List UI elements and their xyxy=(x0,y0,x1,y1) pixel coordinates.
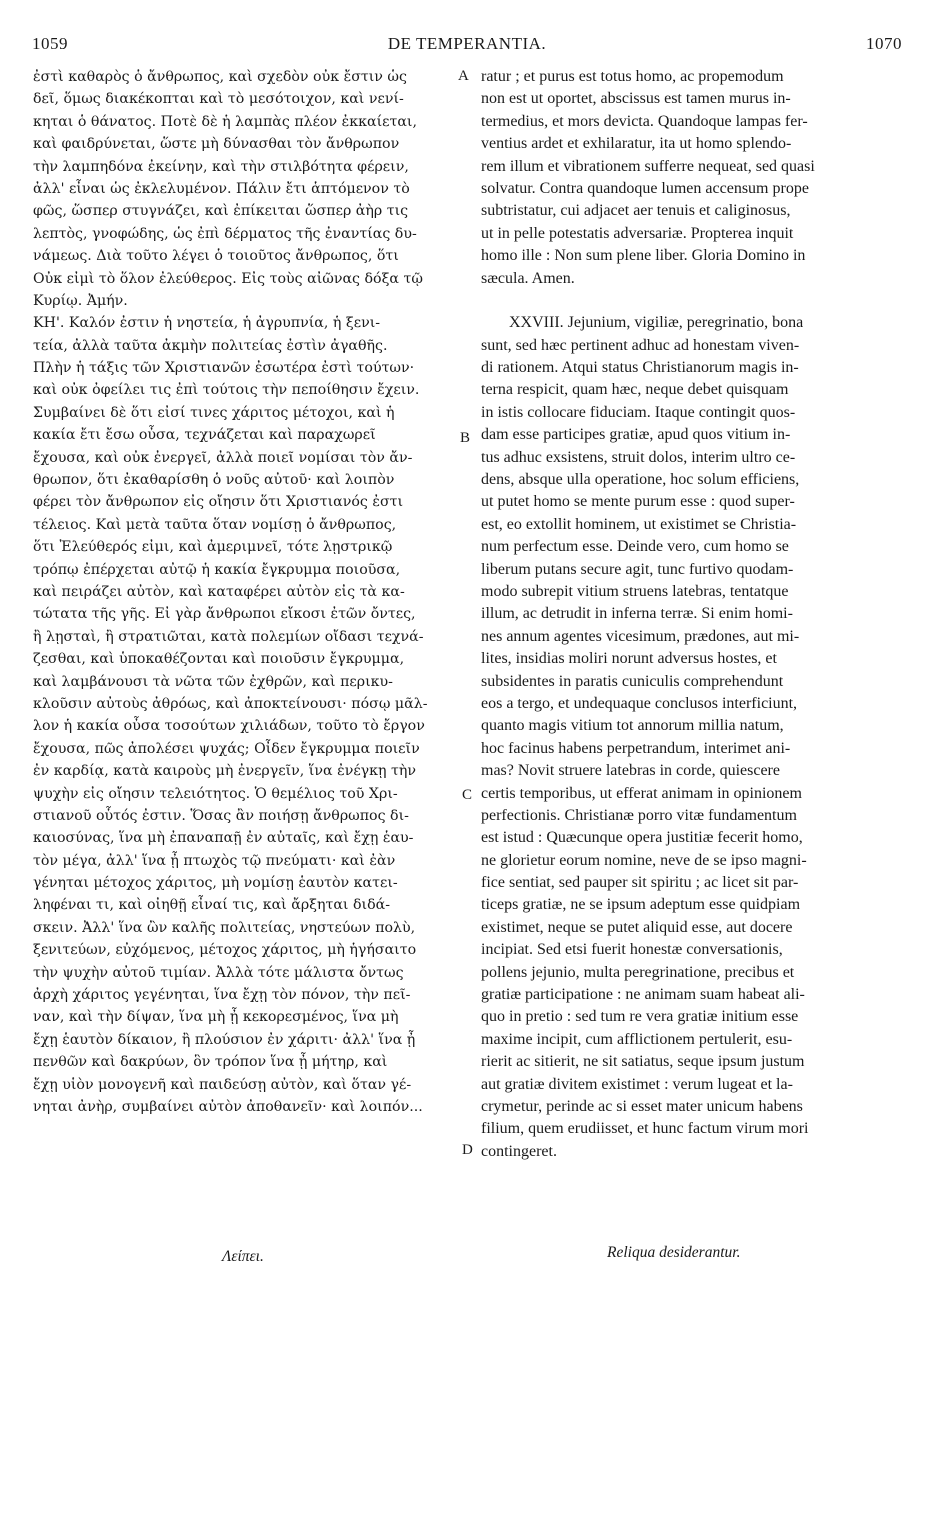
latin-text-line: termedius, et mors devicta. Quandoque lampas fer- xyxy=(481,112,808,130)
greek-text-line: τρόπῳ ἐπέρχεται αὐτῷ ἡ κακία ἔγκρυμμα ποιοῦσα, xyxy=(33,561,401,578)
greek-text-line: ἀρχὴ χάριτος γεγένηται, ἵνα ἔχῃ τὸν πόνον, τὴν πεῖ- xyxy=(33,987,411,1004)
latin-text-line: homo ille : Non sum plene liber. Gloria Domino in xyxy=(481,247,806,265)
greek-text-line: ψυχὴν εἰς οἴησιν τελειότητος. Ὁ θεμέλιος τοῦ Χρι- xyxy=(33,785,398,802)
latin-text-line: di rationem. Atqui status Christianorum magis in- xyxy=(481,359,799,377)
latin-text-line: modo subrepit vitium struens latebras, tentatque xyxy=(481,582,789,600)
margin-letter-a: A xyxy=(458,68,469,84)
latin-text-line: quo in pretio : sed tum re vera gratiæ initium esse xyxy=(481,1008,799,1026)
greek-text-line: κλοῦσιν αὐτοὺς ἀθρόως, καὶ ἀποκτείνουσι· πόσῳ μᾶλ- xyxy=(33,695,428,712)
page-number-left: 1059 xyxy=(32,34,68,53)
margin-letter-c: C xyxy=(462,787,473,803)
latin-text-line: pollens jejunio, multa peregrinatione, precibus et xyxy=(481,963,795,981)
greek-text-line: τὴν λαμπηδόνα ἐκείνην, καὶ τὴν στιλβότητα φέρειν, xyxy=(33,158,409,175)
greek-text-line: φῶς, ὥσπερ στυγνάζει, καὶ ἐπίκειται ὥσπερ ἀὴρ τις xyxy=(33,203,409,220)
greek-text-line: ναν, καὶ τὴν δίψαν, ἵνα μὴ ᾖ κεκορεσμένος, ἵνα μὴ xyxy=(33,1009,399,1026)
greek-text-line: ἐν καρδίᾳ, κατὰ καιροὺς μὴ ἐνεργεῖν, ἵνα ἐνέγκῃ τὴν xyxy=(33,763,416,780)
latin-text-line: num perfectum esse. Deinde vero, cum homo se xyxy=(481,538,789,556)
latin-text-line: eos a tergo, et undequaque conclusos interficiunt, xyxy=(481,694,798,712)
greek-text-line: ΚΗ'. Καλόν ἐστιν ἡ νηστεία, ἡ ἀγρυπνία, ἡ ξενι- xyxy=(33,315,381,332)
latin-text-line: dens, absque ulla operatione, hoc solum efficiens, xyxy=(481,471,800,489)
latin-text-line: incipiat. Sed etsi fuerit honestæ conversationis, xyxy=(481,941,783,959)
latin-text-line: est istud : Quæcunque opera justitiæ fecerit homo, xyxy=(481,829,803,847)
greek-text-line: καὶ οὐκ ὀφείλει τις ἐπὶ τούτοις τὴν πεποίθησιν ἔχειν. xyxy=(33,382,420,399)
latin-text-line: ut in pelle potestatis adversariæ. Propterea inquit xyxy=(481,224,794,242)
greek-text-line: σκειν. Ἀλλ' ἵνα ὢν καλῆς πολιτείας, νηστεύων πολὺ, xyxy=(33,919,416,936)
latin-text-line: non est ut oportet, abscissus est tamen murus in- xyxy=(481,90,791,108)
latin-paragraph-gap xyxy=(481,290,899,312)
latin-text-line: in istis collocare fiduciam. Itaque contingit quos- xyxy=(481,403,796,421)
greek-text-line: λεπτὸς, γνοφώδης, ὡς ἐπὶ δέρματος τῆς ἐναντίας δυ- xyxy=(33,225,417,242)
latin-text-line: fice sentiat, sed pauper sit spiritu ; ac licet sit par- xyxy=(481,874,799,892)
latin-text-line: quanto magis vitium tot annorum millia natum, xyxy=(481,717,784,735)
greek-text-line: καὶ πειράζει αὐτὸν, καὶ καταφέρει αὐτὸν εἰς τὰ κα- xyxy=(33,583,405,600)
greek-text-line: πενθῶν καὶ δακρύων, ὃν τρόπον ἵνα ᾖ μήτηρ, καὶ xyxy=(33,1054,388,1071)
greek-text-line: ζεσθαι, καὶ ὑποκαθέζονται καὶ ποιοῦσιν ἔγκρυμμα, xyxy=(33,651,405,668)
greek-text-line: ἔχουσα, καὶ οὐκ ἐνεργεῖ, ἀλλὰ ποιεῖ νομίσαι τὸν ἄν- xyxy=(33,449,413,466)
page-number-right: 1070 xyxy=(866,34,902,53)
latin-text-line: subtristatur, cui adjacet aer tenuis et caliginosus, xyxy=(481,202,791,220)
latin-text-line: rierit ac sitierit, ne sit satiatus, seque ipsum justum xyxy=(481,1053,805,1071)
greek-text-line: ληφέναι τι, καὶ οἰηθῇ εἶναί τις, καὶ ἄρξηται διδά- xyxy=(33,897,391,914)
greek-text-line: ἔχῃ ἑαυτὸν δίκαιον, ἢ πλούσιον ἐν χάριτι· ἀλλ' ἵνα ᾖ xyxy=(33,1031,416,1048)
latin-text-line: ticeps gratiæ, ne se ipsum adeptum esse quidpiam xyxy=(481,896,801,914)
latin-text-line: crymetur, perinde ac si esset mater unicum habens xyxy=(481,1097,803,1115)
latin-text-line: tus adhuc exsistens, struit dolos, interim ultro ce- xyxy=(481,448,796,466)
greek-text-line: Πλὴν ἡ τάξις τῶν Χριστιανῶν ἐσωτέρα ἐστὶ τούτων· xyxy=(33,360,415,377)
greek-text-line: Κυρίῳ. Ἀμήν. xyxy=(33,292,128,309)
latin-text-line: dam esse participes gratiæ, apud quos vitium in- xyxy=(481,426,791,444)
margin-letter-d: D xyxy=(462,1142,473,1158)
greek-text-line: ἔχουσα, πῶς ἀπολέσει ψυχάς; Οἶδεν ἔγκρυμμα ποιεῖν xyxy=(33,740,420,757)
latin-text-line: hoc facinus habens perpetrandum, interimet ani- xyxy=(481,739,791,757)
latin-footer-note: Reliqua desiderantur. xyxy=(607,1244,741,1261)
latin-text-line: sæcula. Amen. xyxy=(481,269,575,287)
greek-text-line: νάμεως. Διὰ τοῦτο λέγει ὁ τοιοῦτος ἄνθρωπος, ὅτι xyxy=(33,248,399,265)
latin-text-line: XXVIII. Jejunium, vigiliæ, peregrinatio, bona xyxy=(509,314,804,332)
latin-text-line: maxime incipit, cum afflictionem pertulerit, esu- xyxy=(481,1030,793,1048)
latin-text-line: aut gratiæ divitem existimet : verum lugeat et la- xyxy=(481,1075,793,1093)
greek-text-line: τὸν μέγα, ἀλλ' ἵνα ᾖ πτωχὸς τῷ πνεύματι· καὶ ἐὰν xyxy=(33,852,396,869)
latin-text-line: ne glorietur eorum nomine, neve de se ipso magni- xyxy=(481,851,807,869)
greek-text-line: λον ἡ κακία οὖσα τοσούτων χιλιάδων, τοῦτο τὸ ἔργον xyxy=(33,718,425,735)
greek-text-column xyxy=(33,66,461,1118)
latin-text-line: est, eo extollit hominem, ut existimet se Christia- xyxy=(481,515,797,533)
latin-text-line: subsidentes in paratis cuniculis comprehendunt xyxy=(481,672,784,690)
latin-text-line: nes annum agentes vicesimum, prædones, aut mi- xyxy=(481,627,800,645)
latin-text-line: rem illum et vibrationem sufferre nequeat, sed quasi xyxy=(481,157,815,175)
greek-text-line: δεῖ, ὅμως διακέκοπται καὶ τὸ μεσότοιχον, καὶ νενί- xyxy=(33,91,404,108)
greek-text-line: τεία, ἀλλὰ ταῦτα ἀκμὴν πολιτείας ἐστὶν ἀγαθῆς. xyxy=(33,337,388,354)
latin-text-line: ut putet homo se mente purum esse : quod super- xyxy=(481,493,795,511)
latin-text-column xyxy=(481,66,899,1163)
latin-text-line: contingeret. xyxy=(481,1142,557,1160)
greek-footer-note: Λείπει. xyxy=(222,1248,264,1265)
latin-text-line: terna respicit, quam hæc, neque debet quisquam xyxy=(481,381,789,399)
greek-text-line: Οὐκ εἰμὶ τὸ ὅλον ἐλεύθερος. Εἰς τοὺς αἰῶνας δόξα τῷ xyxy=(33,270,423,287)
latin-text-line: ratur ; et purus est totus homo, ac propemodum xyxy=(481,68,784,85)
margin-letter-b: B xyxy=(460,430,471,446)
latin-text-line: illum, ac detrudit in inferna terræ. Si enim homi- xyxy=(481,605,793,623)
latin-text-line: certis temporibus, ut efferat animam in opinionem xyxy=(481,784,802,802)
latin-text-line: liberum putans secure agit, tunc furtivo quodam- xyxy=(481,560,794,578)
latin-text-line: perfectionis. Christianæ porro vitæ fundamentum xyxy=(481,806,797,824)
greek-text-line: τέλειος. Καὶ μετὰ ταῦτα ὅταν νομίσῃ ὁ ἄνθρωπος, xyxy=(33,516,397,533)
latin-text-line: sunt, sed hæc pertinent adhuc ad honestam viven- xyxy=(481,336,800,354)
greek-text-line: καὶ λαμβάνουσι τὰ νῶτα τῶν ἐχθρῶν, καὶ περικυ- xyxy=(33,673,393,690)
latin-text-line: gratiæ participatione : ne animam suam habeat ali- xyxy=(481,986,805,1004)
greek-text-line: ἀλλ' εἶναι ὡς ἐκλελυμένον. Πάλιν ἔτι ἁπτόμενον τὸ xyxy=(33,180,410,197)
greek-text-line: ὅτι Ἐλεύθερός εἰμι, καὶ ἀμεριμνεῖ, τότε λῃστρικῷ xyxy=(33,539,393,556)
greek-text-line: γένηται μέτοχος χάριτος, μὴ νομίσῃ ἑαυτὸν κατει- xyxy=(33,875,398,892)
latin-text-line: ventius ardet et exhilaratur, ita ut homo splendo- xyxy=(481,135,792,153)
latin-text-line: existimet, neque se putet aliquid esse, aut docere xyxy=(481,918,793,936)
greek-text-line: καιοσύνας, ἵνα μὴ ἐπαναπαῇ ἐν αὐταῖς, καὶ ἔχῃ ἑαυ- xyxy=(33,830,414,847)
greek-text-line: ἐστὶ καθαρὸς ὁ ἄνθρωπος, καὶ σχεδὸν οὐκ ἔστιν ὡς xyxy=(33,69,407,85)
greek-text-line: φέρει τὸν ἄνθρωπον εἰς οἴησιν ὅτι Χριστιανός ἐστι xyxy=(33,494,404,511)
running-header xyxy=(32,34,902,60)
greek-text-line: καὶ φαιδρύνεται, ὥστε μὴ δύνασθαι τὸν ἄνθρωπον xyxy=(33,136,400,153)
greek-text-line: τὴν ψυχὴν αὐτοῦ τιμίαν. Ἀλλὰ τότε μάλιστα ὄντως xyxy=(33,964,404,981)
greek-text-line: ἔχῃ υἱὸν μονογενῆ καὶ παιδεύσῃ αὐτὸν, καὶ ὅταν γέ- xyxy=(33,1076,412,1093)
greek-text-line: ξενιτεύων, εὐχόμενος, μέτοχος χάριτος, μὴ ἡγήσαιτο xyxy=(33,942,417,959)
latin-text-line: lites, insidias moliri norunt adversus hostes, et xyxy=(481,650,777,668)
greek-text-line: στιανοῦ οὗτός ἐστιν. Ὅσας ἂν ποιήσῃ ἄνθρωπος δι- xyxy=(33,807,409,824)
running-title: DE TEMPERANTIA. xyxy=(387,34,547,53)
greek-text-line: νηται ἀνὴρ, συμβαίνει αὐτὸν ἀποθανεῖν· καὶ λοιπόν... xyxy=(33,1098,423,1115)
latin-text-line: mas? Novit struere latebras in corde, quiescere xyxy=(481,762,780,780)
greek-text-line: τώτατα τῆς γῆς. Εἰ γὰρ ἄνθρωποι εἴκοσι ἐτῶν ὄντες, xyxy=(33,606,416,623)
greek-text-line: κακία ἔτι ἔσω οὖσα, τεχνάζεται καὶ παραχωρεῖ xyxy=(33,427,376,444)
greek-text-line: Συμβαίνει δὲ ὅτι εἰσί τινες χάριτος μέτοχοι, καὶ ἡ xyxy=(33,404,395,421)
greek-text-line: ἢ λῃσταὶ, ἢ στρατιῶται, κατὰ πολεμίων οἴδασι τεχνά- xyxy=(33,628,424,645)
greek-text-line: κηται ὁ θάνατος. Ποτὲ δὲ ἡ λαμπὰς πλέον ἐκκαίεται, xyxy=(33,113,418,130)
latin-text-line: solvatur. Contra quandoque lumen accensum prope xyxy=(481,179,809,197)
greek-text-line: θρωπον, ὅτι ἐκαθαρίσθη ὁ νοῦς αὐτοῦ· καὶ λοιπὸν xyxy=(33,472,395,489)
latin-text-line: filium, quem erudiisset, et hunc factum virum mori xyxy=(481,1120,809,1138)
